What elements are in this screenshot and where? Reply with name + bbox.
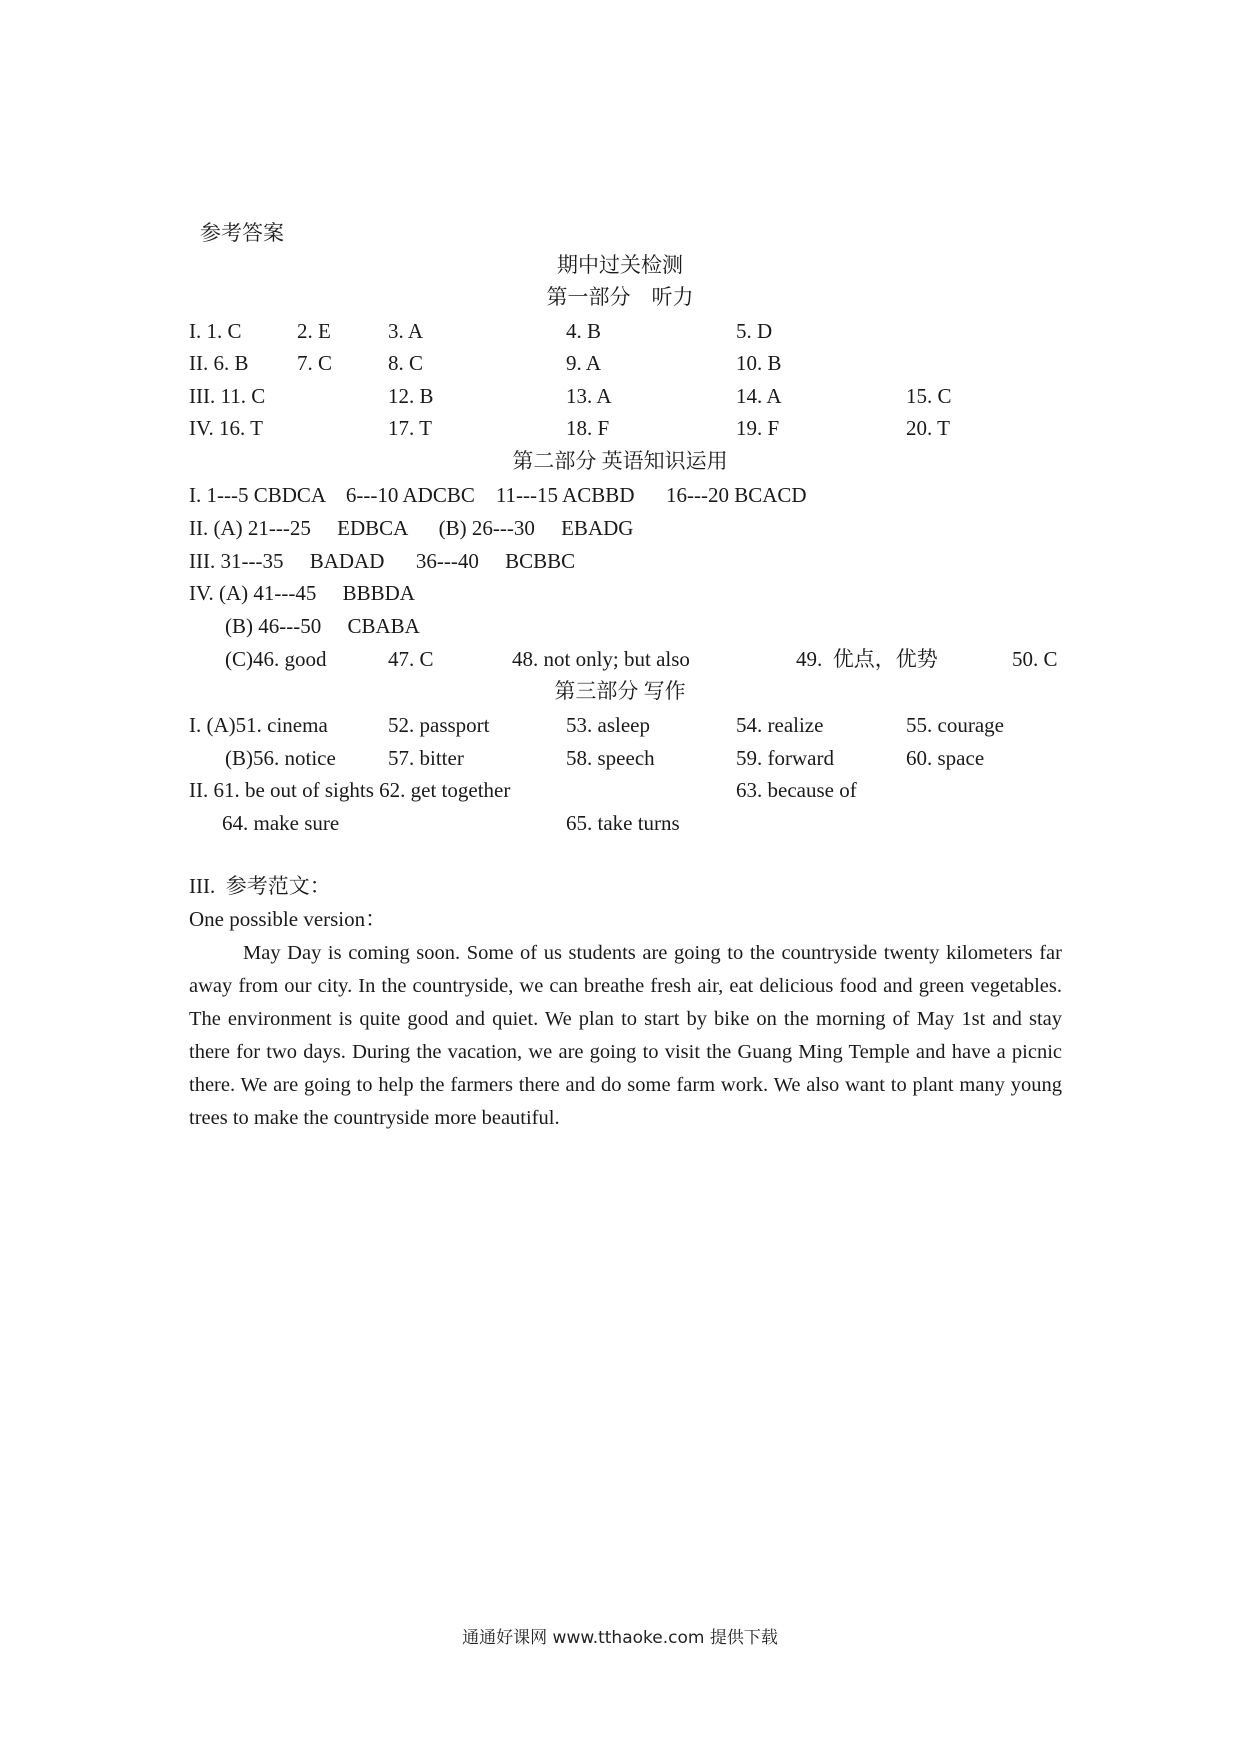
answer-item: 4. B bbox=[566, 319, 602, 343]
answer-item: 49. 优点，优势 bbox=[796, 647, 938, 671]
part2-line-5: (B) 46---50 CBABA bbox=[225, 614, 420, 638]
answer-item: 15. C bbox=[906, 384, 952, 408]
version-label: One possible version： bbox=[189, 907, 387, 931]
answer-item: 53. asleep bbox=[566, 713, 650, 737]
answer-item: 14. A bbox=[736, 384, 782, 408]
answer-item: 58. speech bbox=[566, 746, 655, 770]
answer-item: 5. D bbox=[736, 319, 773, 343]
answer-item: 57. bitter bbox=[388, 746, 464, 770]
answer-item: 9. A bbox=[566, 351, 602, 375]
exam-title: 期中过关检测 bbox=[557, 253, 683, 277]
answer-item: 47. C bbox=[388, 647, 434, 671]
part2-line-2: II. (A) 21---25 EDBCA (B) 26---30 EBADG bbox=[189, 516, 634, 540]
answer-item: 64. make sure bbox=[222, 811, 340, 835]
answer-item: II. 6. B bbox=[189, 351, 249, 375]
answer-item: 8. C bbox=[388, 351, 424, 375]
answer-item: 52. passport bbox=[388, 713, 490, 737]
answer-item: 2. E bbox=[297, 319, 331, 343]
answer-item: (C)46. good bbox=[225, 647, 327, 671]
answer-item: IV. 16. T bbox=[189, 416, 263, 440]
answer-item: 17. T bbox=[388, 416, 432, 440]
part2-line-1: I. 1---5 CBDCA 6---10 ADCBC 11---15 ACBBD 16---20 BCACD bbox=[189, 483, 807, 507]
answer-item: 60. space bbox=[906, 746, 985, 770]
part2-line-4: IV. (A) 41---45 BBBDA bbox=[189, 581, 415, 605]
answer-item: 19. F bbox=[736, 416, 780, 440]
answer-item: 59. forward bbox=[736, 746, 834, 770]
answer-item: I. 1. C bbox=[189, 319, 242, 343]
part2-line-3: III. 31---35 BADAD 36---40 BCBBC bbox=[189, 549, 576, 573]
answer-item: 54. realize bbox=[736, 713, 824, 737]
answer-item: 10. B bbox=[736, 351, 782, 375]
answer-item: 65. take turns bbox=[566, 811, 680, 835]
answer-item: 50. C bbox=[1012, 647, 1058, 671]
answer-item: II. 61. be out of sights 62. get together bbox=[189, 778, 511, 802]
answer-key-label: 参考答案 bbox=[200, 221, 284, 245]
footer-credit: 通通好课网 www.tthaoke.com 提供下载 bbox=[462, 1628, 778, 1648]
answer-item: 7. C bbox=[297, 351, 333, 375]
part3-title: 第三部分 写作 bbox=[554, 679, 686, 703]
answer-item: 13. A bbox=[566, 384, 612, 408]
answer-item: 48. not only; but also bbox=[512, 647, 690, 671]
part2-title: 第二部分 英语知识运用 bbox=[512, 449, 728, 473]
answer-item: (B)56. notice bbox=[225, 746, 336, 770]
part1-title: 第一部分 听力 bbox=[546, 285, 694, 309]
answer-item: I. (A)51. cinema bbox=[189, 713, 328, 737]
answer-item: 55. courage bbox=[906, 713, 1004, 737]
answer-item: 18. F bbox=[566, 416, 610, 440]
essay-heading: III. 参考范文： bbox=[189, 874, 331, 898]
answer-item: 3. A bbox=[388, 319, 424, 343]
answer-item: 20. T bbox=[906, 416, 950, 440]
answer-item: 63. because of bbox=[736, 778, 857, 802]
sample-essay: May Day is coming soon. Some of us students are going to the countryside twenty kilometers far away from our city. In the countryside, we can breathe fresh air, eat delicious food and green vegetables. The environment is quite good and quiet. We plan to start by bike on the morning of May 1st and stay there for two days. During the vacation, we are going to visit the Guang Ming Temple and have a picnic there. We are going to help the farmers there and do some farm work. We also want to plant many young trees to make the countryside more beautiful. bbox=[189, 942, 1062, 1129]
answer-item: III. 11. C bbox=[189, 384, 266, 408]
answer-item: 12. B bbox=[388, 384, 434, 408]
